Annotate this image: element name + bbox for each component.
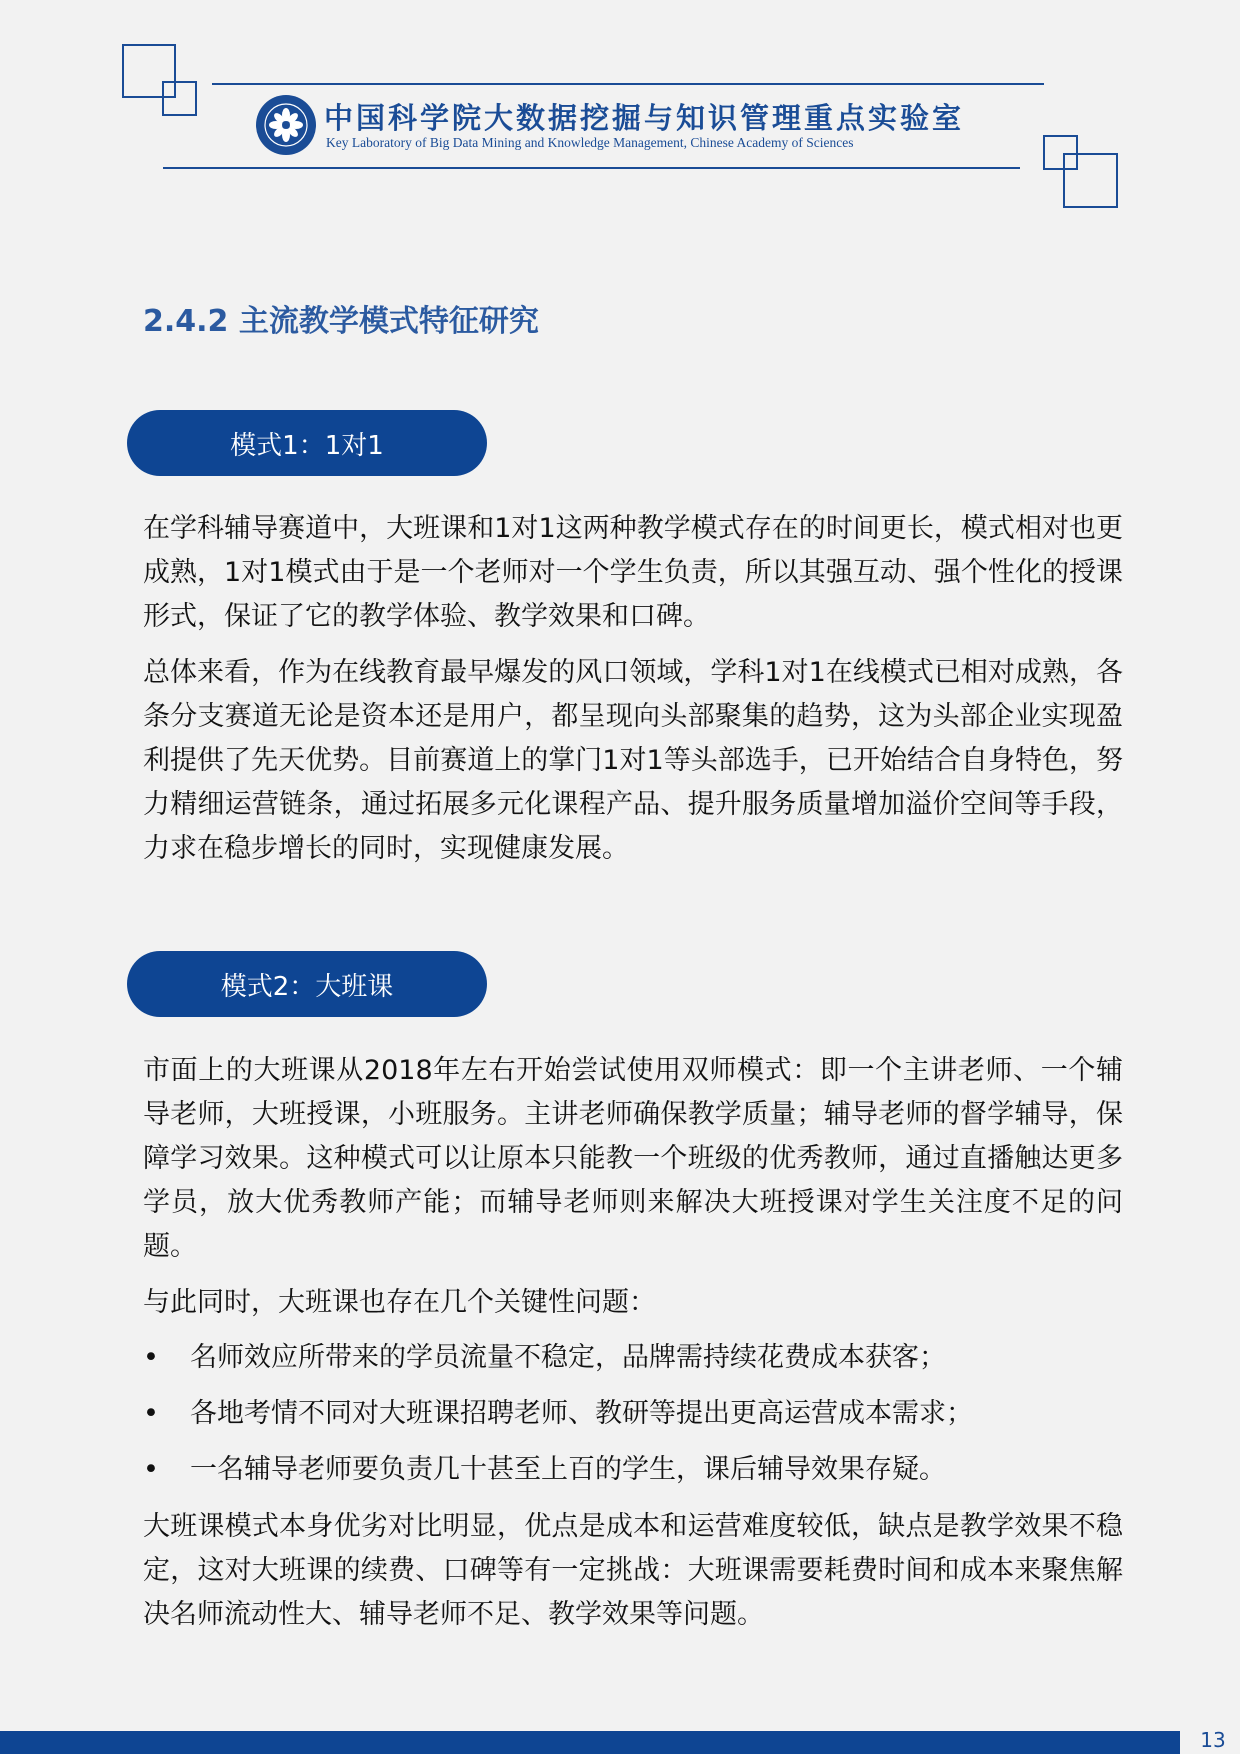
mode2-label: 模式2：大班课 [220,971,394,1002]
header-deco-square-right-large [1063,153,1118,208]
mode1-paragraph-1: 在学科辅导赛道中，大班课和1对1这两种教学模式存在的时间更长，模式相对也更成熟，1对1模式由于是一个老师对一个学生负责，所以其强互动、强个性化的授课形式，保证了它的教学体验、教学效果和口碑。 [143,513,1123,632]
mode2-conclusion: 大班课模式本身优劣对比明显，优点是成本和运营难度较低，缺点是教学效果不稳定，这对大班课的续费、口碑等有一定挑战：大班课需要耗费时间和成本来聚焦解决名师流动性大、辅导老师不足、教学效果等问题。 [143,1511,1123,1630]
bullet-marker: • [143,1454,159,1485]
bullet-marker: • [143,1398,159,1429]
cas-logo [256,95,316,155]
bullet-marker: • [143,1342,159,1373]
list-item-text: 名师效应所带来的学员流量不稳定，品牌需持续花费成本获客； [190,1342,946,1373]
header-bottom-rule [163,167,1020,169]
page-number: 13 [1200,1728,1226,1752]
mode1-label: 模式1：1对1 [230,430,384,461]
header-deco-square-small [162,81,197,116]
list-item [143,1386,1123,1442]
mode2-paragraph-2: 与此同时，大班课也存在几个关键性问题： [143,1287,656,1318]
list-item [143,1330,1123,1386]
section-title: 2.4.2 主流教学模式特征研究 [143,304,539,339]
list-item-text: 一名辅导老师要负责几十甚至上百的学生，课后辅导效果存疑。 [190,1454,946,1485]
mode2-paragraph-1: 市面上的大班课从2018年左右开始尝试使用双师模式：即一个主讲老师、一个辅导老师，大班授课，小班服务。主讲老师确保教学质量；辅导老师的督学辅导，保障学习效果。这种模式可以让原本只能教一个班级的优秀教师，通过直播触达更多学员，放大优秀教师产能；而辅导老师则来解决大班授课对学生关注度不足的问题。 [143,1055,1123,1262]
mode1-paragraph-2: 总体来看，作为在线教育最早爆发的风口领域，学科1对1在线模式已相对成熟，各条分支赛道无论是资本还是用户，都呈现向头部聚集的趋势，这为头部企业实现盈利提供了先天优势。目前赛道上的掌门1对1等头部选手，已开始结合自身特色，努力精细运营链条，通过拓展多元化课程产品、提升服务质量增加溢价空间等手段，力求在稳步增长的同时，实现健康发展。 [143,657,1123,864]
mode1-label-pill [127,410,487,476]
footer-bar [0,1731,1180,1754]
list-item-text: 各地考情不同对大班课招聘老师、教研等提出更高运营成本需求； [190,1398,973,1429]
cas-emblem-icon [256,95,316,155]
lab-name-english: Key Laboratory of Big Data Mining and Knowledge Management, Chinese Academy of Sciences [326,135,854,150]
list-item [143,1442,1123,1498]
lab-name-chinese: 中国科学院大数据挖掘与知识管理重点实验室 [324,101,965,135]
mode2-issue-list [143,1330,1123,1498]
mode2-label-pill [127,951,487,1017]
header-top-rule [212,83,1044,85]
